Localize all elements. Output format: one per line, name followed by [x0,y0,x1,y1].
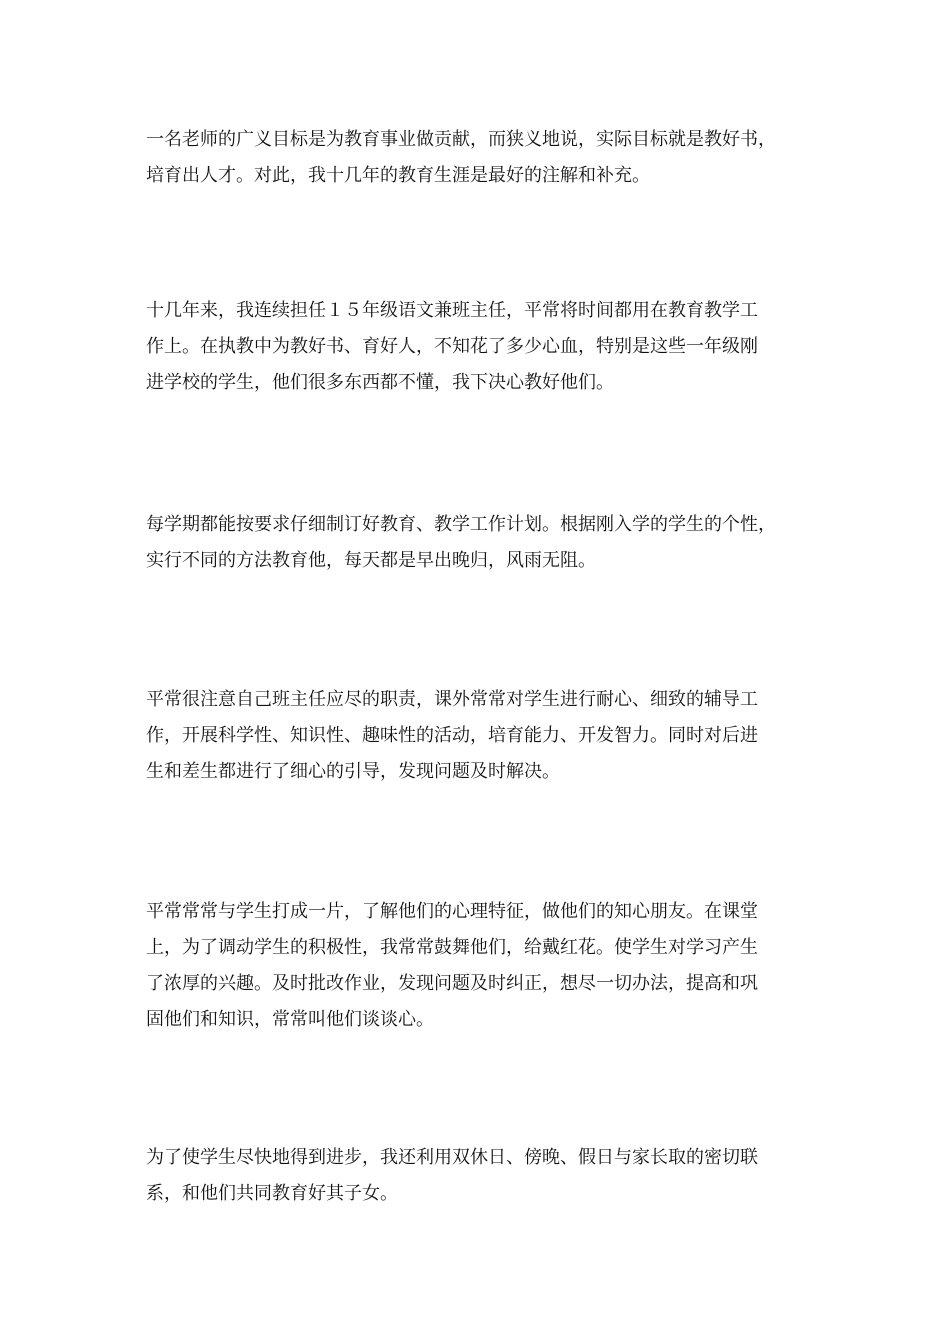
paragraph-line: 培育出人才。对此，我十几年的教育生涯是最好的注解和补充。 [146,165,650,186]
paragraph-line: 生和差生都进行了细心的引导，发现问题及时解决。 [146,761,560,782]
paragraph-line: 作，开展科学性、知识性、趣味性的活动，培育能力、开发智力。同时对后进 [146,725,758,746]
paragraph-line: 了浓厚的兴趣。及时批改作业，发现问题及时纠正，想尽一切办法，提高和巩 [146,973,758,994]
paragraph-line: 平常很注意自己班主任应尽的职责，课外常常对学生进行耐心、细致的辅导工 [146,689,758,710]
paragraph-line: 系，和他们共同教育好其子女。 [146,1183,398,1204]
paragraph-3 [146,507,836,579]
paragraph-line: 进学校的学生，他们很多东西都不懂，我下决心教好他们。 [146,372,614,393]
paragraph-line: 作上。在执教中为教好书、育好人，不知花了多少心血，特别是这些一年级刚 [146,336,758,357]
paragraph-line: 十几年来，我连续担任１５年级语文兼班主任，平常将时间都用在教育教学工 [146,300,758,321]
paragraph-2 [146,293,836,401]
paragraph-5 [146,894,836,1038]
paragraph-1 [146,122,836,194]
paragraph-line: 实行不同的方法教育他，每天都是早出晚归，风雨无阻。 [146,550,596,571]
paragraph-line: 固他们和知识，常常叫他们谈谈心。 [146,1009,434,1030]
paragraph-line: 上，为了调动学生的积极性，我常常鼓舞他们，给戴红花。使学生对学习产生 [146,937,758,958]
paragraph-4 [146,682,836,790]
paragraph-6 [146,1140,836,1212]
paragraph-line: 一名老师的广义目标是为教育事业做贡献，而狭义地说，实际目标就是教好书， [146,129,776,150]
paragraph-line: 每学期都能按要求仔细制订好教育、教学工作计划。根据刚入学的学生的个性， [146,514,776,535]
paragraph-line: 为了使学生尽快地得到进步，我还利用双休日、傍晚、假日与家长取的密切联 [146,1147,758,1168]
paragraph-line: 平常常常与学生打成一片，了解他们的心理特征，做他们的知心朋友。在课堂 [146,901,758,922]
